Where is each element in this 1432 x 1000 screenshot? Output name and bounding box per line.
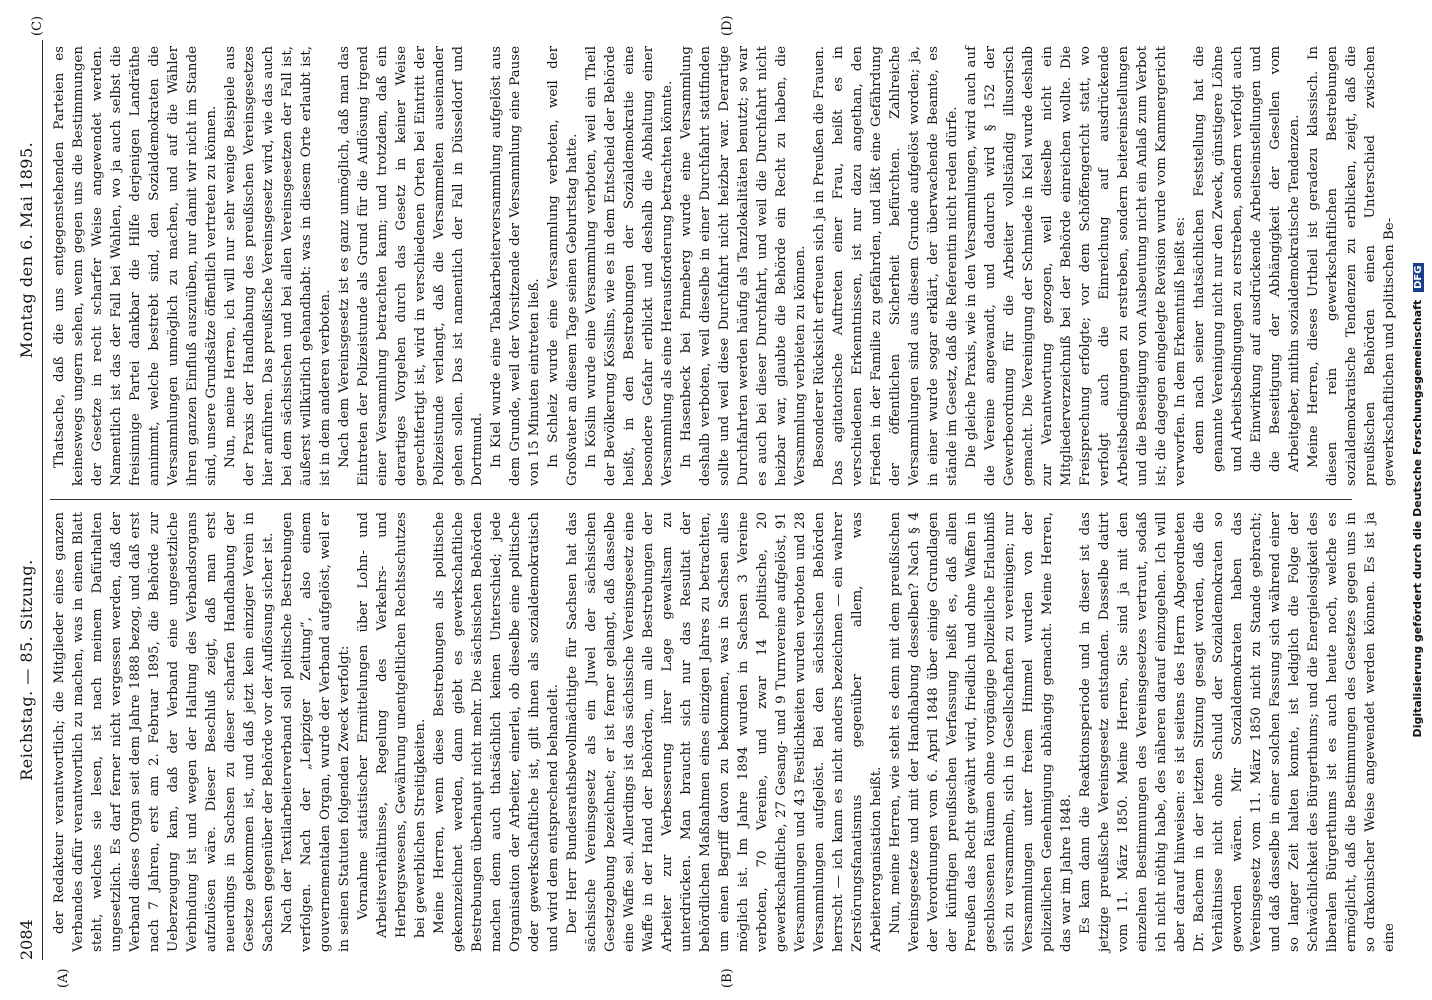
margin-mark-c: (C) <box>30 15 45 36</box>
paragraph: denn nach seiner thatsächlichen Feststellung hat die genannte Vereinigung nicht nur den Zweck, günstigere Löhne und Arbeitsbedingungen zu erstreben, sondern verfolgt auch die Einwirkung auf ausdrückende Arbeitseinstellungen und die Beseitigung der Abhängigkeit der Gesellen vom Arbeitgeber, mithin sozialdemokratische Tendenzen. <box>1192 46 1302 472</box>
page-header <box>8 40 36 960</box>
paragraph: Nach dem Vereinsgesetz ist es ganz unmöglich, daß man das Eintreten der Polizeistunde als Grund für die Auflösung irgend einer Versammlung betrachten kann; und trotzdem, daß ein derartiges Vorgehen durch das Gesetz in keiner Weise gerechtfertigt ist, wird in verschiedenen Orten bei Eintritt der Polizeistunde verlangt, daß die Versammelten auseinander gehen sollen. Das ist namentlich der Fall in Düsseldorf und Dortmund. <box>337 46 485 486</box>
paragraph: In Köslin wurde eine Versammlung verboten, weil ein Theil der Bevölkerung Kösslins, wie es in dem Entscheid der Behörde heißt, in den Bestrebungen der Sozialdemokratie eine besondere Gefahr erblickt und deshalb die Abhaltung einer Versammlung als eine Herausforderung betrachten könnte. <box>584 46 675 486</box>
left-column <box>50 512 1397 952</box>
dfg-logo: DFG <box>1413 263 1424 292</box>
right-running-title: Montag den 6. Mai 1895. <box>17 141 36 359</box>
paragraph: Der Herr Bundesrathsbevollmächtigte für Sachsen hat das sächsische Vereinsgesetz als ein Juwel der sächsischen Gesetzgebung bezeichnet; er ist ferner gelangt, daß dasselbe eine Waffe sei. Allerdings ist das sächsische Vereinsgesetz eine Waffe in der Hand der Behörden, um alle Bestrebungen der Arbeiter zur Verbesserung ihrer Lage gewaltsam zu unterdrücken. Man braucht sich nur das Resultat der behördlichen Maßnahmen eines einzigen Jahres zu betrachten, um einen Begriff davon zu bekommen, was in Sachsen alles möglich ist. Im Jahre 1894 wurden in Sachsen 3 Vereine verboten, 70 Vereine, und zwar 14 politische, 20 gewerkschaftliche, 27 Gesang- und 9 Turnvereine aufgelöst, 91 Versammlungen und 43 Festlichkeiten wurden verboten und 28 Versammlungen aufgelöst. Bei den sächsischen Behörden herrscht — ich kann es nicht anders bezeichnen — ein wahrer Zerstörungsfanatismus gegenüber allem, was Arbeiterorganisation heißt. <box>565 512 884 952</box>
paragraph: der Redakteur verantwortlich; die Mitglieder eines ganzen Verbandes dafür verantwortlich zu machen, was in einem Blatt steht, welches sie lesen, ist nach meinem Dafürhalten ungesetzlich. Es darf ferner nicht vergessen werden, daß der Verband dieses Organ seit dem Jahre 1888 bezog, und daß erst nach 7 Jahren, erst am 2. Februar 1895, die Behörde zur Ueberzeugung kam, daß der Verband eine ungesetzliche Verbindung ist und wegen der Haltung des Verbandsorgans aufzulösen wäre. Dieser Beschluß zeigt, daß man erst neuerdings in Sachsen zu dieser scharfen Handhabung der Gesetze gekommen ist, und daß jetzt kein einziger Verein in Sachsen gegenüber der Behörde vor der Auflösung sicher ist. <box>52 512 276 952</box>
margin-mark-b: (B) <box>720 968 735 988</box>
left-running-title: Reichstag. — 85. Sitzung. <box>17 559 36 781</box>
paragraph: In Kiel wurde eine Tabakarbeiterversammlung aufgelöst aus dem Grunde, weil der Vorsitzende der Versammlung eine Pause von 15 Minuten eintreten ließ. <box>489 46 542 486</box>
column-divider <box>50 499 1352 500</box>
paragraph: Meine Herren, dieses Urtheil ist geradezu klassisch. In diesen rein gewerkschaftlichen Bestrebungen sozialdemokratische Tendenzen zu erblicken, zeigt, daß die preußischen Behörden einen Unterschied zwischen gewerkschaftlichen und politischen Be- <box>1306 46 1397 486</box>
paragraph: Vornahme statistischer Ermittelungen über Lohn- und Arbeitsverhältnisse, Regelung des Verkehrs- und Herbergswesens, Gewährung unentgeltlichen Rechtsschutzes bei gewerblichen Streitigkeiten. <box>356 512 428 938</box>
paragraph: In Schleiz wurde eine Versammlung verboten, weil der Großvater an diesem Tage seinen Geburtstag hatte. <box>546 46 580 486</box>
paragraph: Nun, meine Herren, wie steht es denn mit dem preußischen Vereinsgesetze und mit der Handhabung desselben? Nach § 4 der Verordnungen vom 6. April 1848 über einige Grundlagen der künftigen preußischen Verfassung heißt es, daß allen Preußen das Recht gewährt wird, friedlich und ohne Waffen in geschlossenen Räumen ohne vorgängige polizeiliche Erlaubniß sich zu versammeln, sich in Gesellschaften zu vereinigen; nur Versammlungen unter freiem Himmel wurden von der polizeilichen Genehmigung abhängig gemacht. Meine Herren, das war im Jahre 1848. <box>888 512 1074 952</box>
paragraph: In Hasenbeck bei Pinneberg wurde eine Versammlung deshalb verboten, weil dieselbe in einer Durchfahrt stattfinden sollte und weil diese Durchfahrt nicht heizbar war. Derartige Durchfahrten werden häufig als Tanzlokalitäten benutzt; so war es auch bei dieser Durchfahrt, und weil die Durchfahrt nicht heizbar war, glaubte die Behörde ein Recht zu haben, die Versammlung verbieten zu können. <box>679 46 808 486</box>
digitization-credit <box>1411 0 1424 1000</box>
paragraph: Thatsache, daß die uns entgegenstehenden Parteien es keineswegs ungern sehen, wenn gegen uns die Bestimmungen der Gesetze in recht scharfer Weise angewendet werden. Namentlich ist das der Fall bei Wahlen, wo ja auch selbst die freisinnige Partei dankbar die Hilfe derjenigen Landräthe annimmt, welche bestrebt sind, den Sozialdemokraten die Versammlungen unmöglich zu machen, und auf die Wähler ihren ganzen Einfluß auszuüben, nur damit wir nicht im Stande sind, unsere Grundsätze öffentlich vertreten zu können. <box>52 46 219 486</box>
margin-mark-a: (A) <box>56 968 71 988</box>
paragraph: Es kam dann die Reaktionsperiode und in dieser ist das jetzige preußische Vereinsgesetz entstanden. Dasselbe datirt vom 11. März 1850. Meine Herren, Sie sind ja mit den einzelnen Bestimmungen des Vereinsgesetzes vertraut, sodaß ich nicht nöthig habe, des näheren darauf einzugehen. Ich will aber darauf hinweisen: es ist seitens des Herrn Abgeordneten Dr. Bachem in der letzten Sitzung gesagt worden, daß die Verhältnisse nicht ohne Schuld der Sozialdemokraten so geworden wären. Mir Sozialdemokraten haben das Vereinsgesetz vom 11. März 1850 nicht zu Stande gebracht; und daß dasselbe in einer solchen Fassung sich während einer so langer Zeit halten konnte, ist lediglich die Folge der Schwächlichkeit des Bürgerthums; und die Energielosigkeit des liberalen Bürgerthums ist es auch heute noch, welche es ermöglicht, daß die Bestimmungen des Gesetzes gegen uns in so drakonischer Weise angewendet werden können. Es ist ja eine <box>1078 512 1397 952</box>
paragraph: Nun, meine Herren, ich will nur sehr wenige Beispiele aus der Praxis der Handhabung des preußischen Vereinsgesetzes hier anführen. Das preußische Vereinsgesetz wird, wie das auch bei dem sächsischen und bei allen Vereinsgesetzen der Fall ist, äußerst willkürlich gehandhabt: was in diesem Orte erlaubt ist, ist in dem anderen verboten. <box>223 46 333 486</box>
credit-text: Digitalisierung gefördert durch die Deutsche Forschungsgemeinschaft <box>1411 299 1424 738</box>
paragraph: Besonderer Rücksicht erfreuen sich ja in Preußen die Frauen. Das agitatorische Auftreten einer Frau, heißt es in verschiedenen Erkenntnissen, ist nur dazu angethan, den Frieden in der Familie zu gefährden, und läßt eine Gefährdung der öffentlichen Sicherheit befürchten. Zahlreiche Versammlungen sind aus diesem Grunde aufgelöst worden; ja, in einer wurde sogar erklärt, der überwachende Beamte, es stände im Gesetz, daß die Referentin nicht reden dürfe. <box>812 45 960 486</box>
margin-mark-d: (D) <box>720 15 735 36</box>
paragraph: Die gleiche Praxis, wie in den Versammlungen, wird auch auf die Vereine angewandt, und dadurch wird § 152 der Gewerbeordnung für die Arbeiter vollständig illusorisch gemacht. Die Vereinigung der Schmiede in Kiel wurde deshalb zur Verantwortung gezogen, weil dieselbe nicht ein Mitgliederverzeichniß bei der Behörde einreichen wollte. Die Freisprechung erfolgte; vor dem Schöffengericht statt, wo verfolgt auch die Einreichung auf ausdrückende Arbeitsbedingungen zu erstreben, sondern beitereinstellungen und die Beseitigung von Ausbeutung nicht ein Anlaß zum Verbot ist; die dagegen eingelegte Revision wurde vom Kammergericht verworfen. In dem Erkenntniß heißt es: <box>964 46 1188 486</box>
right-column <box>50 45 1397 486</box>
paragraph: Meine Herren, wenn diese Bestrebungen als politische gekennzeichnet werden, dann giebt es gewerkschaftliche Bestrebungen überhaupt nicht mehr. Die sächsischen Behörden machen denn auch thatsächlich keinen Unterschied; jede Organisation der Arbeiter, einerlei, ob dieselbe eine politische oder gewerkschaftliche ist, gilt ihnen als sozialdemokratisch und wird dem entsprechend behandelt. <box>432 512 561 952</box>
header-rule <box>42 40 43 960</box>
page-number: 2084 <box>17 919 36 960</box>
paragraph: Nach der Textilarbeiterverband soll politische Bestrebungen verfolgen. Nach der „Leipziger Zeitung“, also einem gouvernementalen Organ, wurde der Verband aufgelöst, weil er in seinen Statuten folgenden Zweck verfolgt: <box>280 512 352 952</box>
